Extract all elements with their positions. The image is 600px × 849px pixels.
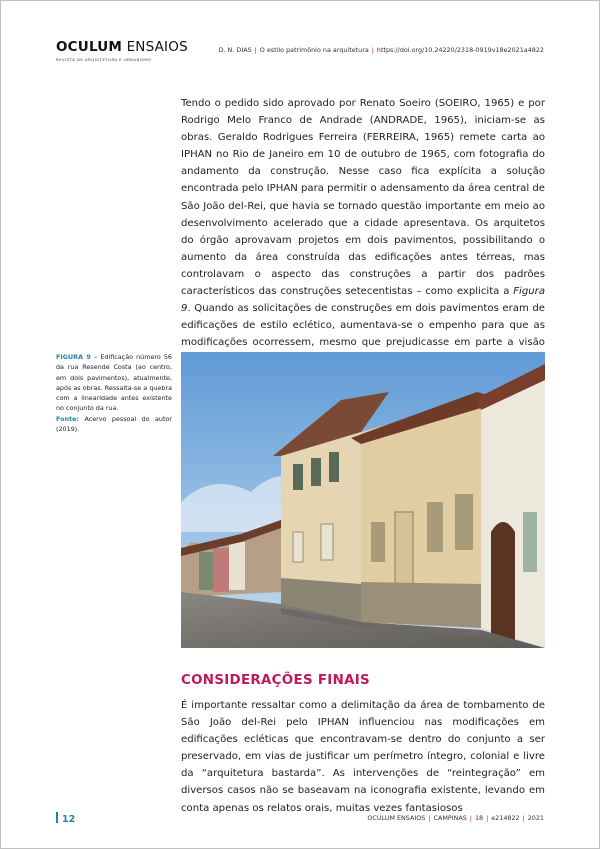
figure-caption [56,352,172,434]
footer-year: 2021 [527,814,544,822]
journal-name [56,41,188,55]
footer-separator: | [428,814,431,822]
figure-label: FIGURA 9 – [56,353,98,361]
footer-volume: 18 [474,814,484,822]
figure-caption-text: Edificação número 56 da rua Resende Costa (ao centro, em dois pavimentos), atualmente, após as obras. Ressalta-se a quebra com a linearidade antes existente no conjunto da rua. [56,353,172,413]
footer-separator: | [486,814,489,822]
footer-article-id: e214822 [491,814,520,822]
header-author: D. N. DIAS [218,46,252,54]
header-article-title: O estilo patrimônio na arquitetura [259,46,369,54]
paragraph-1-part-2: . Quando as solicitações de construções em dois pavimentos eram de edificações de estilo eclético, aumentava-se o empenho para que as modificações ocorressem, mesmo que prejudicasse em parte a visão [181,303,545,349]
window [321,524,333,560]
journal-name-regular: ENSAIOS [126,39,188,55]
header-separator: | [371,46,374,54]
distant-house-green [199,552,213,590]
footer-separator: | [522,814,525,822]
figure-reference[interactable]: Figura 9 [181,286,545,315]
figure-source-label: Fonte: [56,414,79,423]
paragraph-1-part-1: Tendo o pedido sido aprovado por Renato Soeiro (SOEIRO, 1965) e por Rodrigo Melo Franco de Andrade (ANDRADE, 1965), iniciam-se as obras. Geraldo Rodrigues Ferreira (FERREIRA, 1965) remete carta ao IPHAN no Rio de Janeiro em 10 de outubro de 1965, com fotografia do andamento da construção. Nesse caso fica explícita a solução encontrada pelo IPHAN para permitir o adensamento da área central de São João del-Rei, que havia se tornado questão importante em meio ao desenvolvimento acelerado que a cidade apresentava. Os arquitetos do órgão aprovavam projetos em dois pavimentos, possibilitando o aumento da área construída das edificações antes térreas, mas controlavam o aspecto das construções a partir dos padrões característicos das construções setecentistas – como explicita a [181,98,545,298]
street-photo-illustration [181,352,545,648]
journal-name-bold: OCULUM [56,39,123,55]
footer-city: CAMPINAS [433,814,467,822]
running-header [219,46,544,54]
body-paragraph-2: É importante ressaltar como a delimitação da área de tombamento de São João del-Rei pelo IPHAN influenciou nas modificações em edificações ecléticas que encontravam-se dentro do conjunto a ser preservado, em vias de justificar um perímetro íntegro, colonial e livre da “arquitetura bastarda”. As intervenções de “reintegração” em diversos casos não se baseavam na iconografia existente, levando em conta apenas os relatos orais, muitas vezes fantasiosos [181,700,545,814]
window [311,458,321,486]
footer-journal: OCULUM ENSAIOS [367,814,426,822]
window [427,502,443,552]
window [329,452,339,482]
footer-separator: | [469,814,472,822]
section-title: CONSIDERAÇÕES FINAIS [181,673,370,688]
distant-house-pink [213,548,229,592]
page-number-bar [56,812,58,823]
running-footer [367,814,544,822]
page-number [56,812,75,825]
distant-house-white [229,542,245,590]
window [455,494,473,550]
figure-source-text: Acervo pessoal do autor (2019). [56,414,172,434]
page-number-text: 12 [62,814,76,825]
journal-logo [56,41,188,62]
figure-9-photo [181,352,545,648]
header-doi-link[interactable]: https://doi.org/10.24220/2318-0919v18e2021a4822 [376,46,544,54]
arched-door [491,522,515,644]
stone-base [361,582,481,628]
journal-subtitle: REVISTA DE ARQUITETURA E URBANISMO [56,56,152,62]
header-separator: | [254,46,257,54]
window [523,512,537,572]
window [293,532,303,562]
window [293,464,303,490]
window [371,522,385,562]
